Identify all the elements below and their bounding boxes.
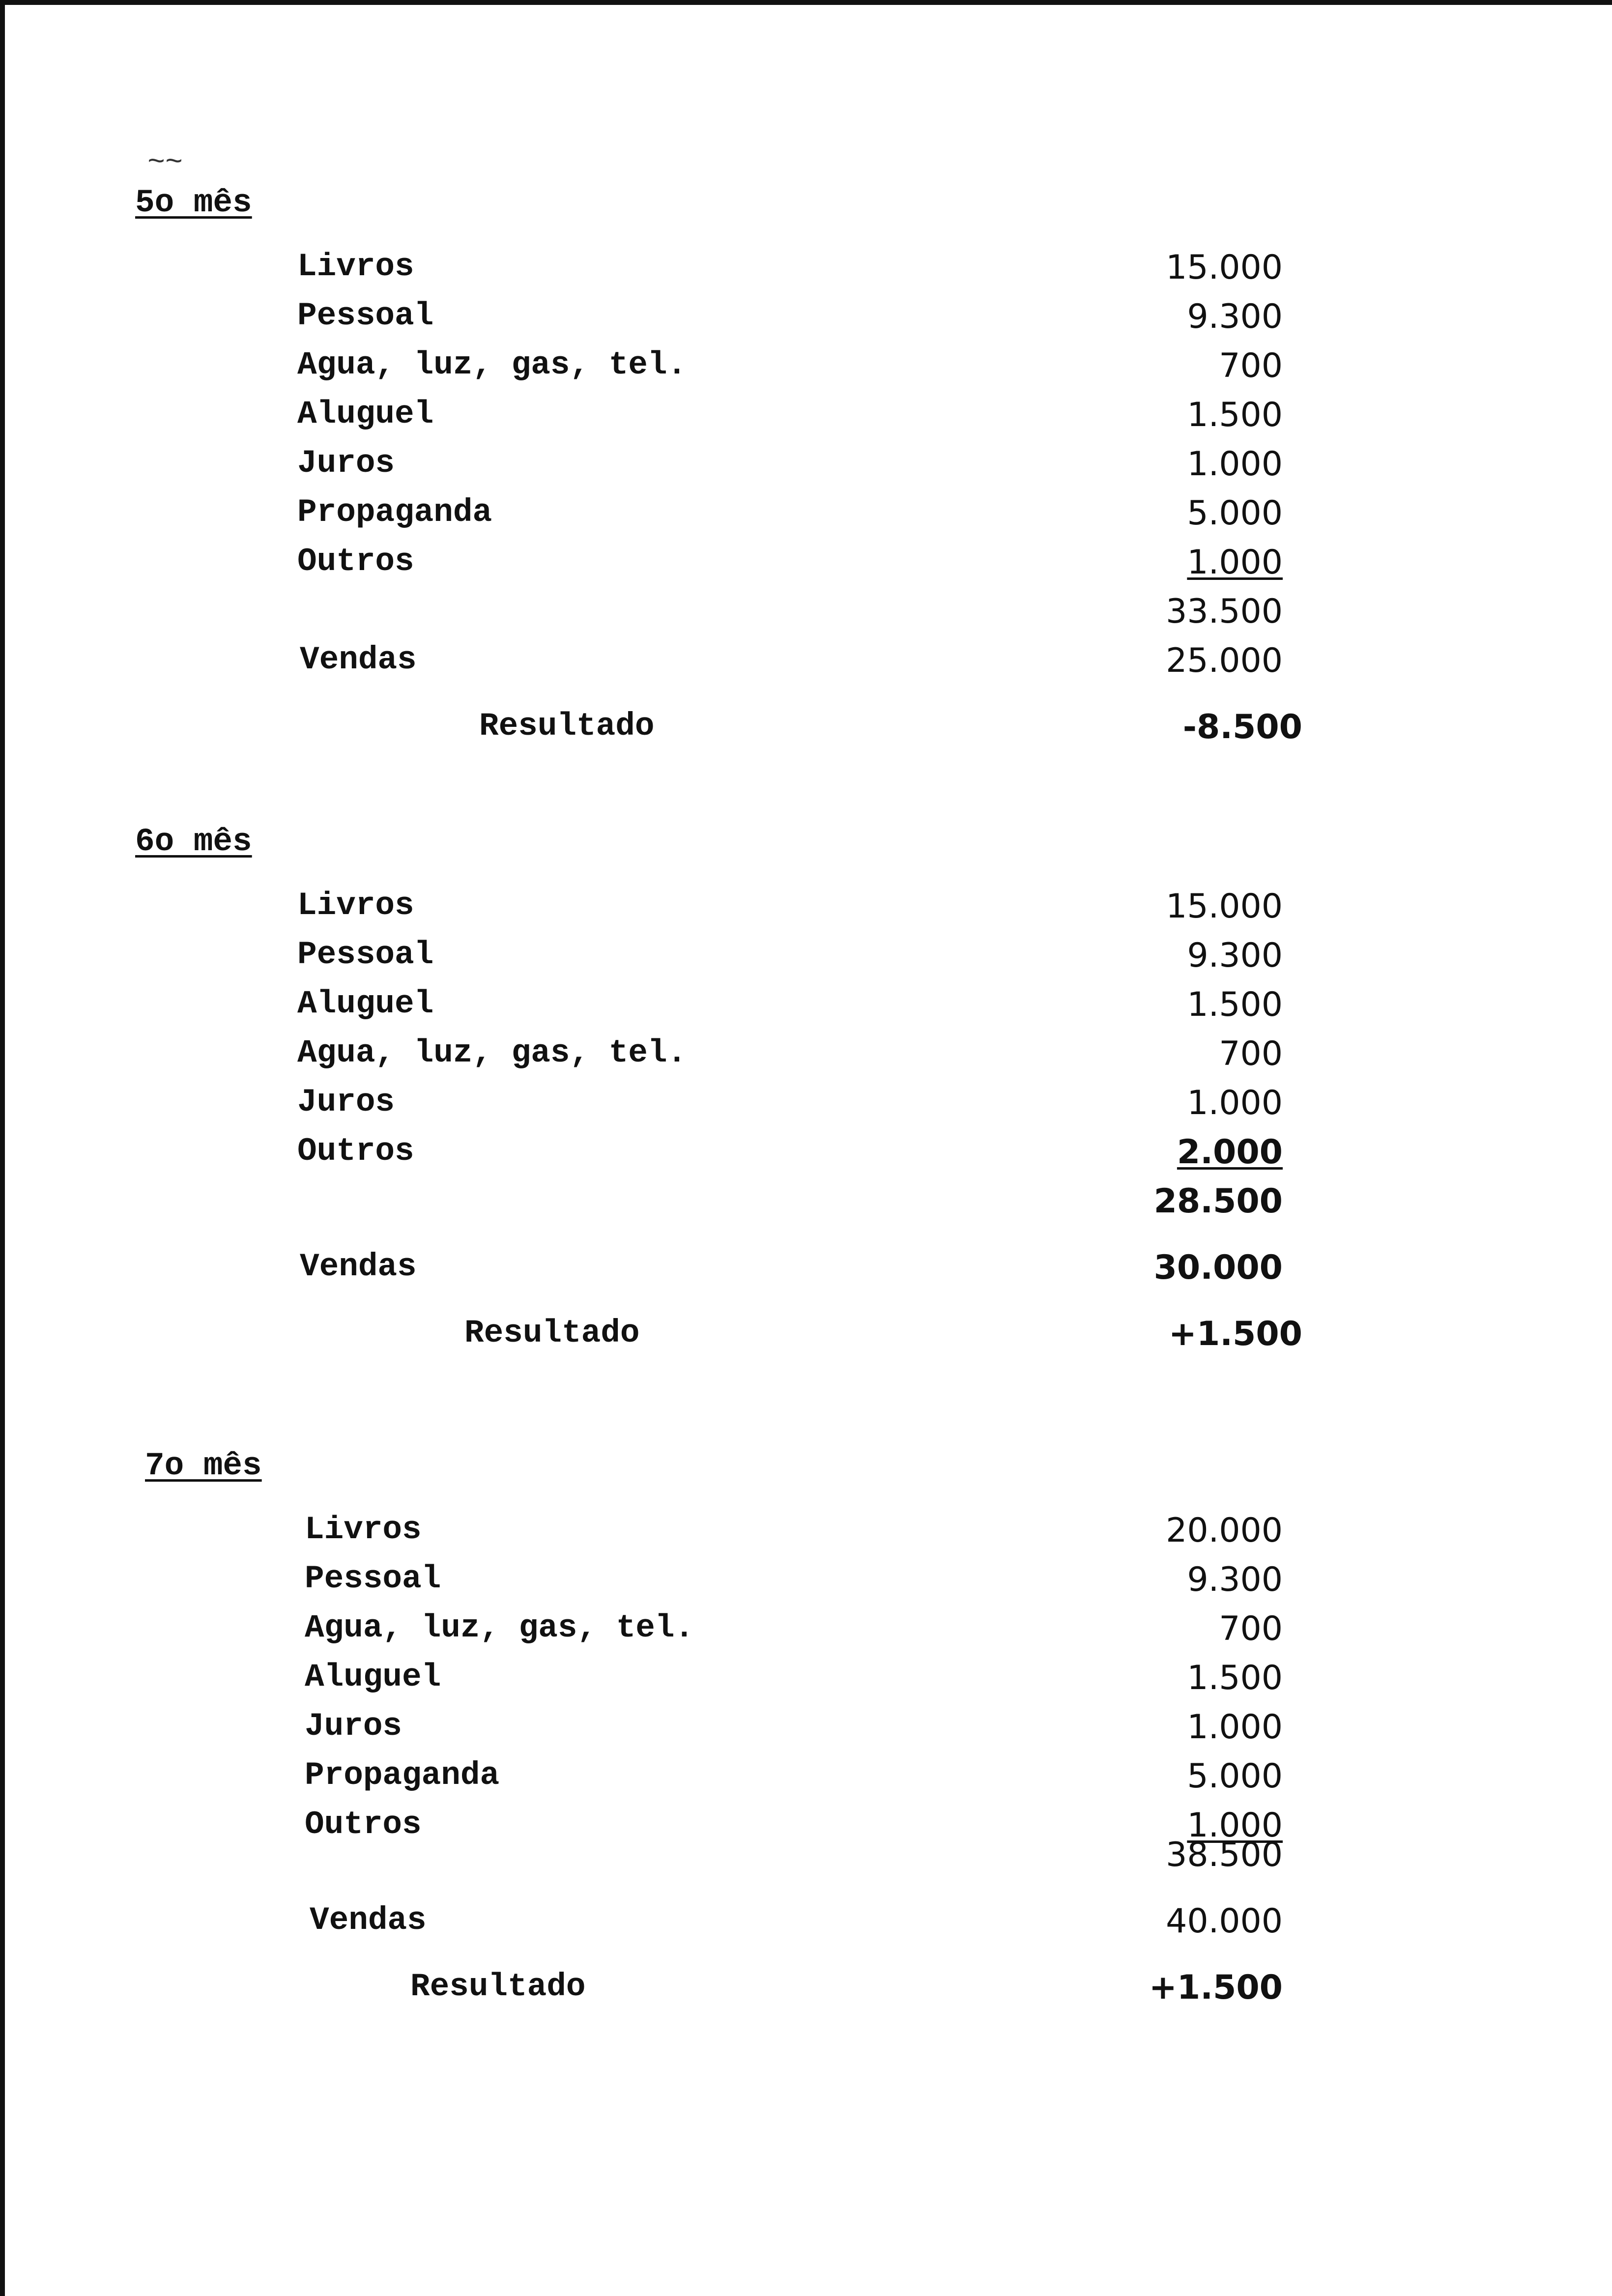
expense-row <box>5 1133 1612 1182</box>
pen-mark: ~~ <box>147 146 183 180</box>
expense-value: 15.000 <box>1166 248 1283 287</box>
expense-row <box>5 1034 1612 1084</box>
expense-value: 9.300 <box>1187 1560 1283 1599</box>
expense-label: Aluguel <box>297 985 434 1022</box>
expense-value: 1.000 <box>1187 1084 1283 1122</box>
expense-row <box>5 985 1612 1034</box>
expense-value: 1.000 <box>1187 445 1283 484</box>
sales-value: 25.000 <box>1166 641 1283 680</box>
expense-row <box>5 494 1612 543</box>
expense-row <box>5 1659 1612 1708</box>
sales-label: Vendas <box>300 641 417 678</box>
expense-label: Outros <box>297 1133 414 1170</box>
expense-label: Outros <box>297 543 414 580</box>
expense-value: 1.000 <box>1187 1806 1283 1845</box>
expense-total: 33.500 <box>1166 592 1283 631</box>
expense-value: 5.000 <box>1187 494 1283 533</box>
expense-label: Pessoal <box>297 297 434 334</box>
expense-label: Juros <box>297 1084 395 1120</box>
expense-label: Propaganda <box>297 494 492 531</box>
expense-value: 1.500 <box>1187 396 1283 434</box>
expense-label: Propaganda <box>305 1757 500 1794</box>
expense-label: Livros <box>297 887 414 924</box>
result-label: Resultado <box>410 1968 586 2005</box>
expense-value: 1.000 <box>1187 1708 1283 1747</box>
expense-row <box>5 1757 1612 1806</box>
expense-value: 15.000 <box>1166 887 1283 926</box>
expense-row <box>5 346 1612 396</box>
result-label: Resultado <box>479 708 655 745</box>
expense-value: 20.000 <box>1166 1511 1283 1550</box>
expense-row <box>5 248 1612 297</box>
expense-row <box>5 1560 1612 1609</box>
expense-row <box>5 1084 1612 1133</box>
result-label: Resultado <box>464 1315 640 1351</box>
expense-label: Juros <box>305 1708 403 1745</box>
expense-row <box>5 297 1612 346</box>
section-heading: 6o mês <box>135 823 252 860</box>
expense-value: 9.300 <box>1187 936 1283 975</box>
sales-value: 30.000 <box>1153 1248 1283 1287</box>
expense-row <box>5 1708 1612 1757</box>
expense-value: 5.000 <box>1187 1757 1283 1796</box>
expense-label: Agua, luz, gas, tel. <box>297 346 687 383</box>
expense-label: Agua, luz, gas, tel. <box>305 1609 694 1646</box>
expense-row <box>5 1609 1612 1659</box>
expense-row <box>5 1511 1612 1560</box>
expense-label: Agua, luz, gas, tel. <box>297 1034 687 1071</box>
result-value: +1.500 <box>1149 1968 1283 2007</box>
expense-value: 2.000 <box>1177 1133 1283 1172</box>
sales-label: Vendas <box>300 1248 417 1285</box>
expense-value: 1.500 <box>1187 985 1283 1024</box>
result-value: +1.500 <box>1168 1315 1302 1353</box>
expense-total: 38.500 <box>1166 1836 1283 1874</box>
expense-value: 700 <box>1219 346 1283 385</box>
expense-row <box>5 936 1612 985</box>
expense-label: Pessoal <box>305 1560 441 1597</box>
expense-row <box>5 543 1612 592</box>
expense-label: Juros <box>297 445 395 482</box>
expense-row <box>5 1806 1612 1855</box>
sales-value: 40.000 <box>1166 1902 1283 1941</box>
expense-label: Outros <box>305 1806 422 1843</box>
expense-value: 700 <box>1219 1034 1283 1073</box>
expense-value: 1.500 <box>1187 1659 1283 1697</box>
expense-label: Aluguel <box>297 396 434 432</box>
sales-label: Vendas <box>310 1902 427 1939</box>
expense-value: 700 <box>1219 1609 1283 1648</box>
expense-total: 28.500 <box>1153 1182 1283 1221</box>
expense-label: Livros <box>305 1511 422 1548</box>
expense-value: 1.000 <box>1187 543 1283 582</box>
expense-row <box>5 445 1612 494</box>
expense-label: Livros <box>297 248 414 285</box>
expense-value: 9.300 <box>1187 297 1283 336</box>
expense-label: Pessoal <box>297 936 434 973</box>
expense-row <box>5 396 1612 445</box>
section-heading: 5o mês <box>135 184 252 221</box>
section-heading: 7o mês <box>145 1447 262 1484</box>
expense-label: Aluguel <box>305 1659 441 1695</box>
expense-row <box>5 887 1612 936</box>
result-value: -8.500 <box>1182 708 1302 746</box>
